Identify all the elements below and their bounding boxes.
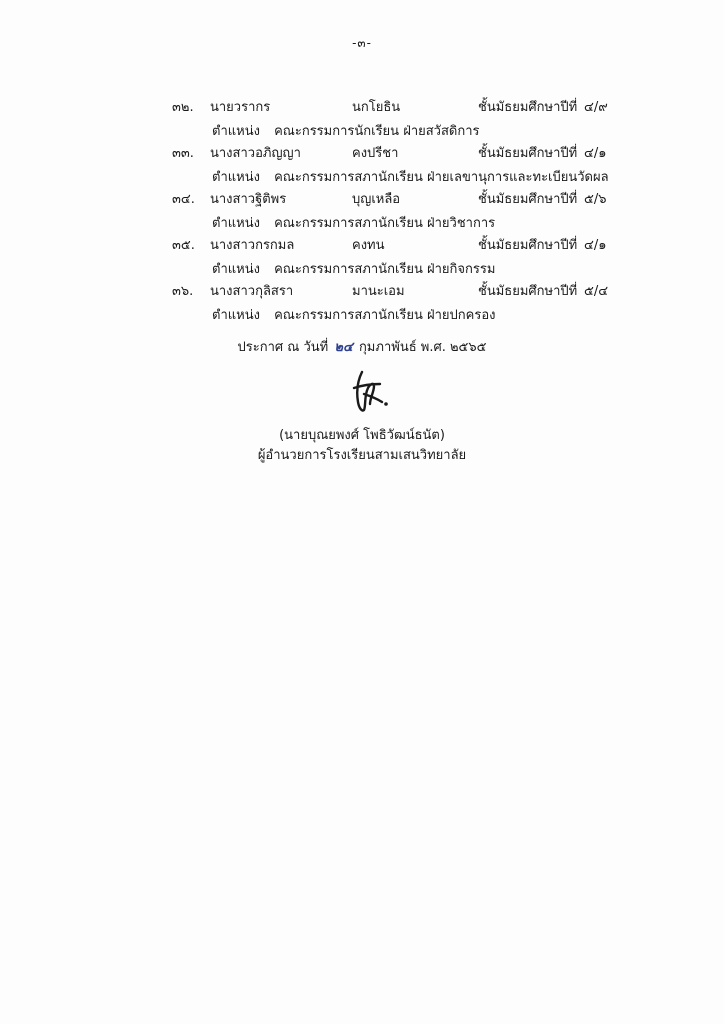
signer-name: (นายบุณยพงศ์ โพธิวัฒน์ธนัต): [279, 428, 445, 443]
entry-surname: บุญเหลือ: [352, 192, 401, 207]
announcement-suffix: กุมภาพันธ์ พ.ศ. ๒๕๖๕: [358, 340, 487, 355]
list-item: [0, 142, 724, 188]
entry-position-label: ตำแหน่ง: [212, 216, 260, 231]
entry-position-label: ตำแหน่ง: [212, 124, 260, 139]
list-item: [0, 280, 724, 326]
entry-class-value: ๔/๑: [584, 238, 607, 253]
entry-class-label: ชั้นมัธยมศึกษาปีที่: [478, 192, 578, 207]
signer-title: ผู้อำนวยการโรงเรียนสามเสนวิทยาลัย: [257, 448, 467, 463]
entry-class-value: ๕/๖: [584, 192, 607, 207]
entry-number: ๓๓.: [172, 146, 194, 161]
list-item: [0, 96, 724, 142]
entry-class-value: ๔/๙: [584, 100, 608, 115]
entry-name: นางสาวกรกมล: [210, 238, 295, 253]
entry-number: ๓๔.: [172, 192, 195, 207]
entry-number: ๓๖.: [172, 284, 194, 299]
entry-class-value: ๔/๑: [584, 146, 607, 161]
announcement-prefix: ประกาศ ณ วันที่: [237, 340, 329, 355]
entry-position: คณะกรรมการสภานักเรียน ฝ่ายปกครอง: [274, 308, 496, 323]
entry-class-value: ๕/๔: [584, 284, 609, 299]
entry-class-label: ชั้นมัธยมศึกษาปีที่: [478, 100, 578, 115]
entry-position-label: ตำแหน่ง: [212, 308, 260, 323]
entry-name: นางสาวกุลิสรา: [210, 284, 294, 299]
entry-position-label: ตำแหน่ง: [212, 262, 260, 277]
signature-mark: [340, 366, 396, 416]
page-number: -๓-: [352, 36, 372, 50]
entry-name: นางสาวอภิญญา: [210, 146, 301, 161]
entry-name: นางสาวฐิติพร: [210, 192, 287, 207]
entry-surname: นกโยธิน: [352, 100, 401, 115]
entry-class-label: ชั้นมัธยมศึกษาปีที่: [478, 238, 578, 253]
list-item: [0, 234, 724, 280]
member-list: [0, 96, 724, 326]
announcement-date-line: [0, 336, 724, 357]
entry-position: คณะกรรมการสภานักเรียน ฝ่ายเลขานุการและทะเบียนวัดผล: [274, 170, 609, 185]
entry-class-label: ชั้นมัธยมศึกษาปีที่: [478, 146, 578, 161]
entry-position: คณะกรรมการนักเรียน ฝ่ายสวัสดิการ: [274, 124, 480, 139]
list-item: [0, 188, 724, 234]
entry-class-label: ชั้นมัธยมศึกษาปีที่: [478, 284, 578, 299]
entry-surname: คงปรีชา: [352, 146, 399, 161]
entry-position: คณะกรรมการสภานักเรียน ฝ่ายกิจกรรม: [274, 262, 496, 277]
announcement-day: ๒๔: [334, 340, 353, 355]
entry-name: นายวรากร: [210, 100, 271, 115]
entry-position: คณะกรรมการสภานักเรียน ฝ่ายวิชาการ: [274, 216, 496, 231]
entry-position-label: ตำแหน่ง: [212, 170, 260, 185]
entry-number: ๓๒.: [172, 100, 194, 115]
entry-surname: คงทน: [352, 238, 385, 253]
entry-surname: มานะเอม: [352, 284, 405, 299]
entry-number: ๓๕.: [172, 238, 195, 253]
